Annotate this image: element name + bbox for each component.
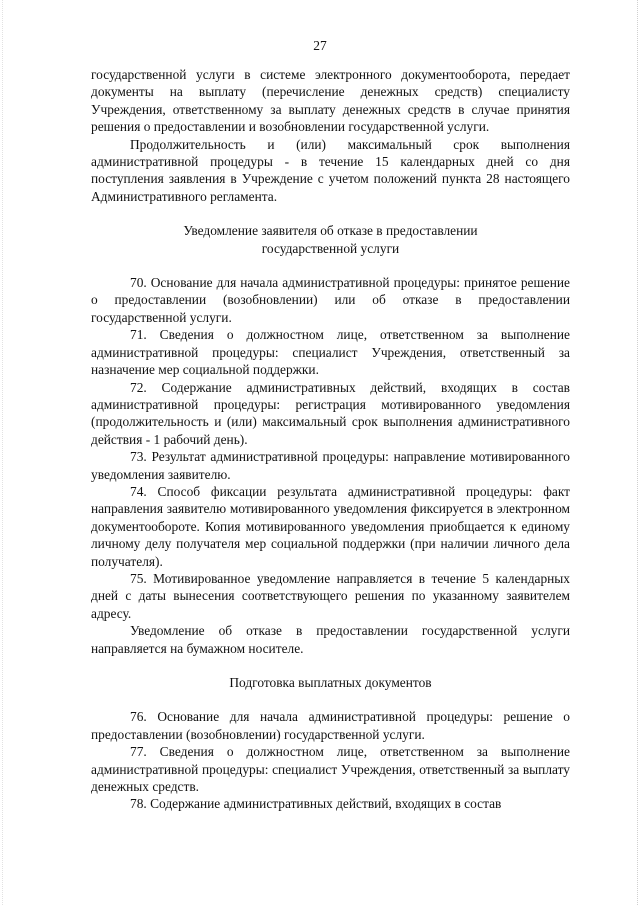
- paragraph: государственной услуги в системе электронного документооборота, передает документы на выплату (перечисление денежных средств) специалисту Учреждения, ответственному за выплату денежных средств в случае принятия решения о предоставлении и возобновлении государственной услуги.: [91, 67, 570, 135]
- paragraph-73: 73. Результат административной процедуры: направление мотивированного уведомления заявителю.: [91, 449, 570, 482]
- paragraph: Продолжительность и (или) максимальный срок выполнения административной процедуры - в течение 15 календарных дней со дня поступления заявления в Учреждение с учетом положений пункта 28 настоящего Административного регламента.: [91, 136, 570, 204]
- section-heading: Подготовка выплатных документов: [229, 675, 432, 690]
- paragraph: Уведомление об отказе в предоставлении государственной услуги направляется на бумажном носителе.: [91, 623, 570, 656]
- paragraph-76: 76. Основание для начала административной процедуры: решение о предоставлении (возобновлении) государственной услуги.: [91, 709, 570, 742]
- paragraph-71: 71. Сведения о должностном лице, ответственном за выполнение административной процедуры: специалист Учреждения, ответственный за назначение мер социальной поддержки.: [91, 327, 570, 378]
- paragraph-75: 75. Мотивированное уведомление направляется в течение 5 календарных дней с даты вынесения соответствующего решения по указанному заявителем адресу.: [91, 570, 570, 621]
- paragraph-70: 70. Основание для начала административной процедуры: принятое решение о предоставлении (возобновлении) или об отказе в предоставлении государственной услуги.: [91, 275, 570, 325]
- paragraph-78: 78. Содержание административных действий, входящих в состав: [130, 796, 502, 812]
- section-heading: [91, 222, 570, 257]
- paragraph-74: 74. Способ фиксации результата административной процедуры: факт направления заявителю мотивированного уведомления фиксируется в электронном документообороте. Копия мотивированного уведомления приобщается к единому личному делу получателя мер социальной поддержки (при наличии личного дела получателя).: [91, 483, 570, 569]
- scan-edge-left: [2, 0, 6, 905]
- paragraph-72: 72. Содержание административных действий, входящих в состав административной процедуры: регистрация мотивированного уведомления (продолжительность и (или) максимальный срок выполнения административного действия - 1 рабочий день).: [91, 379, 570, 447]
- scan-edge-right: [634, 0, 638, 905]
- section-heading-line2: государственной услуги: [261, 240, 400, 256]
- document-body: [91, 66, 570, 813]
- section-heading-line1: Уведомление заявителя об отказе в предоставлении: [183, 223, 478, 239]
- page-number: 27: [313, 38, 327, 53]
- paragraph-77: 77. Сведения о должностном лице, ответственном за выполнение административной процедуры: специалист Учреждения, ответственный за выплату денежных средств.: [91, 744, 570, 795]
